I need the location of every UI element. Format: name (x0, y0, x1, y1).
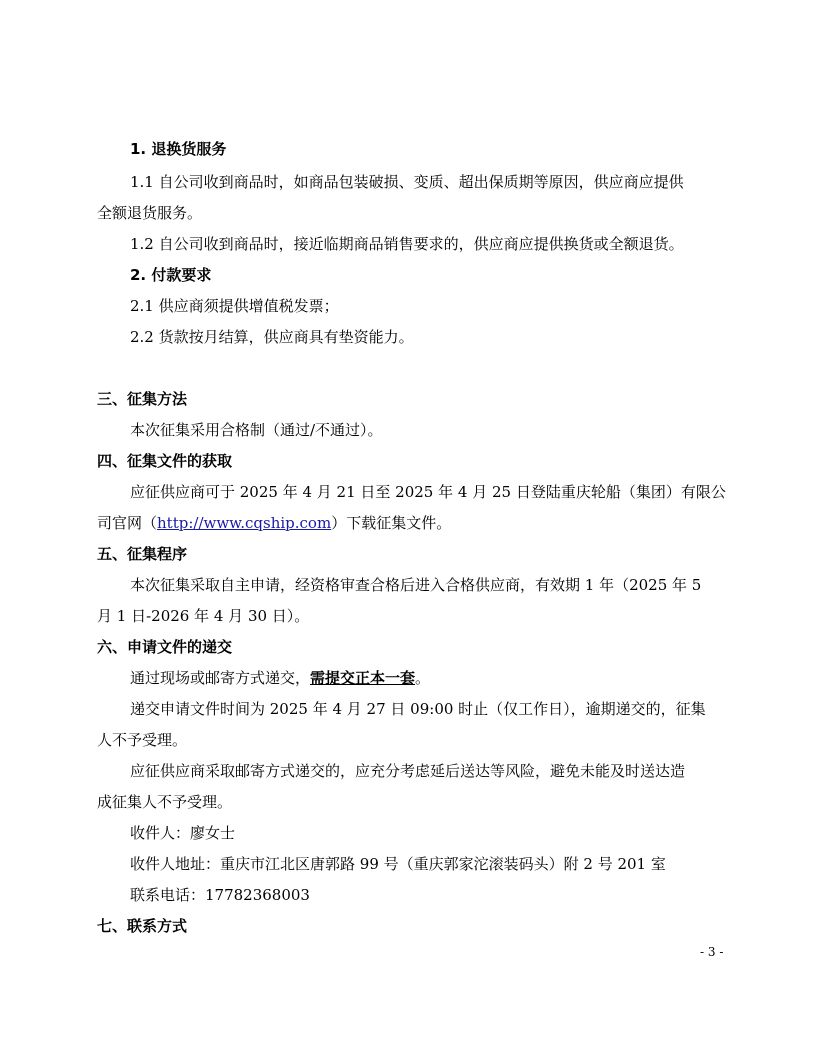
address-line: 收件人地址：重庆市江北区唐郭路 99 号（重庆郭家沱滚装码头）附 2 号 201 室 (130, 855, 666, 873)
page-number: - 3 - (700, 945, 724, 959)
paragraph-line: 月 1 日-2026 年 4 月 30 日）。 (97, 607, 310, 625)
section-heading: 1. 退换货服务 (130, 140, 227, 158)
emphasis-text: 需提交正本一套 (310, 669, 416, 687)
paragraph-line: 1.2 自公司收到商品时，接近临期商品销售要求的，供应商应提供换货或全额退货。 (130, 235, 684, 253)
paragraph-line (130, 668, 430, 688)
text-span: ）下载征集文件。 (331, 514, 452, 532)
paragraph-line: 应征供应商可于 2025 年 4 月 21 日至 2025 年 4 月 25 日登陆重庆轮船（集团）有限公 (130, 483, 726, 501)
section-heading: 六、申请文件的递交 (97, 638, 233, 656)
paragraph-line: 应征供应商采取邮寄方式递交的，应充分考虑延后送达等风险，避免未能及时送达造 (130, 762, 686, 780)
phone-line: 联系电话：17782368003 (130, 886, 310, 904)
paragraph-line: 本次征集采取自主申请，经资格审查合格后进入合格供应商，有效期 1 年（2025 年 5 (130, 576, 702, 594)
paragraph-line: 人不予受理。 (97, 731, 188, 749)
section-heading: 五、征集程序 (97, 545, 188, 563)
section-heading: 七、联系方式 (97, 917, 188, 935)
paragraph-line: 成征集人不予受理。 (97, 793, 233, 811)
website-link[interactable]: http://www.cqship.com (157, 514, 332, 532)
text-span: 。 (415, 669, 431, 687)
paragraph-line: 递交申请文件时间为 2025 年 4 月 27 日 09:00 时止（仅工作日），逾期递交的，征集 (130, 700, 706, 718)
text-span: 司官网（ (97, 514, 158, 532)
section-heading: 四、征集文件的获取 (97, 452, 233, 470)
paragraph-line: 本次征集采用合格制（通过/不通过）。 (130, 421, 383, 439)
section-heading: 2. 付款要求 (130, 266, 212, 284)
paragraph-line: 2.2 货款按月结算，供应商具有垫资能力。 (130, 328, 414, 346)
paragraph-line (97, 513, 451, 533)
section-heading: 三、征集方法 (97, 390, 188, 408)
paragraph-line: 2.1 供应商须提供增值税发票； (130, 297, 339, 315)
paragraph-line: 1.1 自公司收到商品时，如商品包装破损、变质、超出保质期等原因，供应商应提供 (130, 173, 684, 191)
recipient-line: 收件人：廖女士 (130, 824, 236, 842)
text-span: 通过现场或邮寄方式递交， (130, 669, 311, 687)
paragraph-line: 全额退货服务。 (97, 204, 203, 222)
